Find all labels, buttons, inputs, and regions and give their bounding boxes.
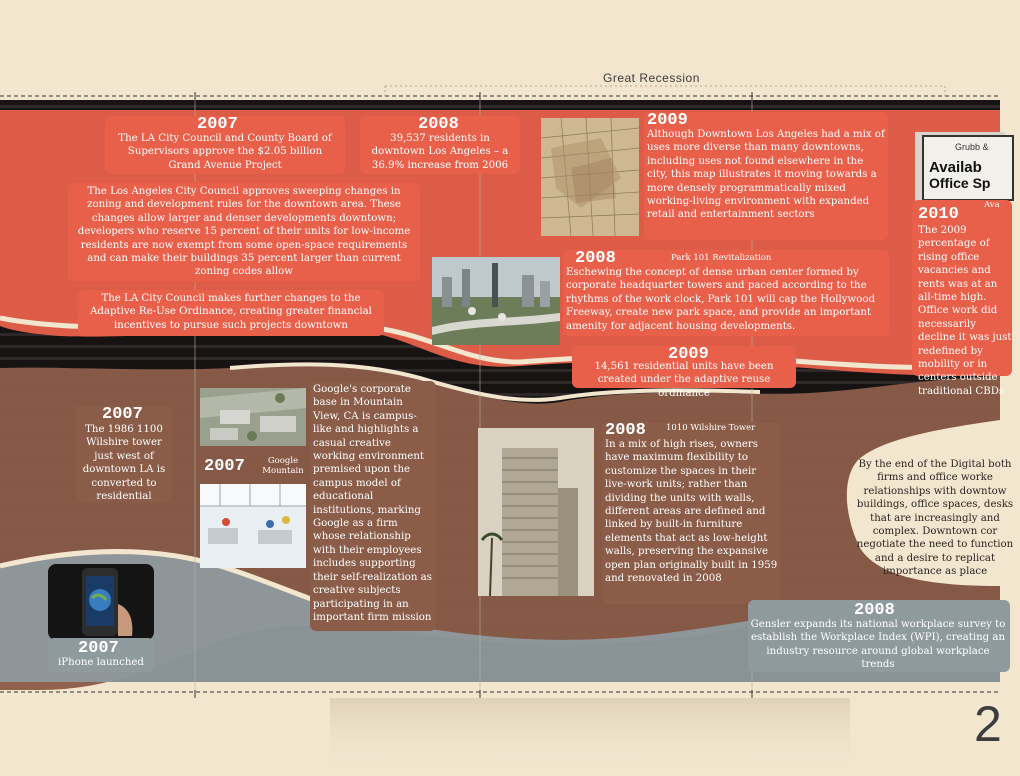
- event-subtitle: Park 101 Revitalization: [671, 253, 772, 263]
- event-2007-council-zoning: [68, 182, 420, 282]
- iphone-image: [48, 564, 154, 640]
- great-recession-label: Great Recession: [603, 71, 700, 85]
- event-2008-park-101: [563, 250, 889, 336]
- event-text: Eschewing the concept of dense urban center formed by corporate headquarter towers and paced according to the rhythms of the work clock, Park 101 will cap the Hollywood Freeway, create new park space, and provide an important amenity for adjacent housing developments.: [566, 267, 876, 332]
- event-year: 2009: [647, 111, 688, 130]
- digital-era-note: By the end of the Digital both firms and office worke relationships with downtow buildings, office spaces, desks that are increasingly and complex. Downtown cor negotiate the need to function and a desire to replicat importance as place: [856, 459, 1014, 578]
- sign-text: Grubb &: [955, 142, 989, 152]
- event-year: 2007: [78, 639, 119, 658]
- event-year: 2007: [102, 405, 143, 424]
- event-text: The 2009 percentage of rising office vacancies and rents was at an all-time high. Office work did necessarily decline it was just redefined by mobility or in centers outside traditional CBDs: [918, 225, 1012, 397]
- event-text: 14,561 residential units have been created under the adaptive reuse ordinance: [594, 361, 774, 399]
- event-text: In a mix of high rises, owners have maximum flexibility to customize the spaces in their live-work units; rather than dividing the units with walls, different areas are defined and linked by built-in furniture elements that act as low-height walls, preserving the expansive open plan originally built in 1959 and renovated in 2008: [605, 439, 778, 585]
- office-space-sign-image: [915, 132, 1005, 204]
- event-2007-iphone: [48, 638, 154, 672]
- park-101-aerial-image: [432, 257, 560, 345]
- event-2009-map: [644, 112, 888, 240]
- event-text: 39,537 residents in downtown Los Angeles – a 36.9% increase from 2006: [371, 133, 509, 171]
- event-subtitle: 1010 Wilshire Tower: [666, 423, 756, 433]
- event-2009-residential-units: [572, 345, 796, 399]
- event-2008-gensler-wpi: [748, 600, 1010, 672]
- event-2008-1010-wilshire: [602, 422, 780, 604]
- event-text: Although Downtown Los Angeles had a mix of uses more diverse than many downtowns, including uses not found elsewhere in the city, this map illustrates it moving towards a more densely programmatically mixed working-living environment with expanded retail and entertainment sectors: [647, 129, 885, 221]
- event-2007-google: [310, 381, 436, 631]
- event-text: The LA City Council makes further changes to the Adaptive Re-Use Ordinance, creating greater financial incentives to pursue such projects downtown: [90, 293, 372, 331]
- event-year: 2007: [197, 115, 238, 134]
- event-subtitle: Google Mountain: [262, 456, 304, 476]
- event-2008-residents: [360, 116, 520, 174]
- downtown-map-image: [541, 118, 639, 236]
- page-number: 2: [974, 696, 1002, 752]
- event-2007-adaptive-reuse: [78, 290, 384, 336]
- event-2010-vacancies: [912, 200, 1012, 397]
- event-2007-grand-avenue: [105, 116, 345, 174]
- event-text: iPhone launched: [58, 657, 144, 668]
- event-text: Gensler expands its national workplace survey to establish the Workplace Index (WPI), creating an industry resource around global workplace trends: [750, 619, 1006, 671]
- event-2007-wilshire-tower: [76, 406, 172, 502]
- event-year: 2008: [575, 249, 616, 268]
- sign-caption: Ava: [984, 200, 1000, 210]
- google-campus-aerial-image: [200, 388, 306, 446]
- 1010-wilshire-tower-image: [478, 428, 594, 596]
- event-text: The Los Angeles City Council approves sweeping changes in zoning and development rules for the downtown area. These changes allow larger and denser developments downtown; developers who reserve 15 percent of their units for low-income residents are now exempt from some open-space requirements and can make their buildings 35 percent larger than current zoning codes allow: [77, 186, 411, 278]
- event-year: 2008: [418, 115, 459, 134]
- event-text: The LA City Council and County Board of Supervisors approve the $2.05 billion Grand Avenue Project: [118, 133, 332, 171]
- event-text: Google's corporate base in Mountain View, CA is campus-like and highlights a casual creative working environment premised upon the campus model of educational institutions, marking Google as a firm whose relationship with their employees includes supporting their self-realization as creative subjects participating in an important firm mission: [313, 384, 432, 623]
- event-year: 2009: [668, 345, 709, 364]
- event-year: 2008: [854, 601, 895, 620]
- event-year: 2008: [605, 421, 646, 440]
- event-year: 2010: [918, 205, 959, 224]
- sign-text: Availab: [929, 159, 982, 176]
- event-year: 2007: [204, 457, 245, 476]
- event-text: The 1986 1100 Wilshire tower just west of downtown LA is converted to residential: [82, 424, 166, 503]
- google-office-interior-image: [200, 484, 306, 568]
- sign-text: Office Sp: [929, 175, 991, 191]
